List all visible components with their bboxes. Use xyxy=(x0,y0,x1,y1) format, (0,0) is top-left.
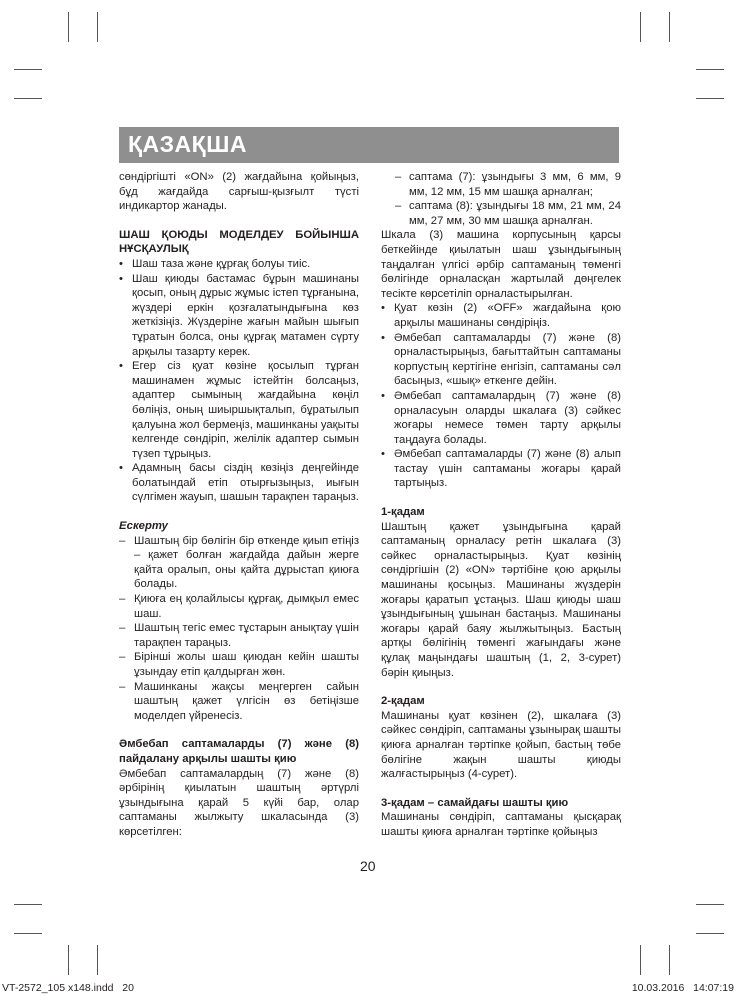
list-item: • Әмбебап саптамаларды (7) және (8) орналастырыңыз, бағыттайтын саптаманы корпустың кертігіне енгізіп, саптаманы сәл басыңыз, «шық» еткенге дейін. xyxy=(381,331,621,388)
crop-mark xyxy=(696,933,724,934)
crop-mark xyxy=(14,98,42,99)
left-column xyxy=(119,170,359,840)
step-heading: 3-қадам – самайдағы шашты қию xyxy=(381,796,569,809)
note-item: – Шаштың тегіс емес тұстарын анықтау үшін тарақпен тараңыз. xyxy=(119,622,359,649)
crop-mark xyxy=(640,945,641,975)
paragraph: Машинаны сөндіріп, саптаманы қысқарақ шашты қиюға арналған тәртіпке қойыңыз xyxy=(381,811,621,838)
paragraph: Шкала (3) машина корпусының қарсы беткейінде қиылатын шаш ұзындығының таңдалған үлгісі әрбір саптаманың төменгі бөлігінде орналасқан жартылай дөңгелек тесікте көрсетіліп орналастырылған. xyxy=(381,229,621,300)
crop-mark xyxy=(14,904,42,905)
footer-file-info: VT-2572_105 x148.indd 20 xyxy=(2,982,134,994)
language-title: ҚАЗАҚША xyxy=(128,131,247,157)
list-item: • Адамның басы сіздің көзіңіз деңгейінде болатындай етіп отырғызыңыз, иығын сүлгімен жауып, шашын тарақпен тараңыз. xyxy=(119,462,359,504)
list-item: • Шаш қиюды бастамас бұрын машинаны қосып, оның дұрыс жұмыс істеп тұрғанына, жүздері еркін қозғалатындығына көз жеткізіңіз. Жүздеріне жағын майын шығып тұратын болса, оны құрғақ матамен сүрту арқылы тазарту керек. xyxy=(119,272,359,358)
right-column xyxy=(381,170,621,840)
note-item: – Қиюға ең қолайлысы құрғақ, дымқыл емес шаш. xyxy=(119,593,359,620)
list-item: • Шаш таза және құрғақ болуы тиіс. xyxy=(119,257,311,270)
crop-mark xyxy=(696,69,724,70)
crop-mark xyxy=(97,12,98,42)
note-item: – Шаштың бір бөлігін бір өткенде қиып етіңіз – қажет болған жағдайда дайын жерге қайта оралып, оны қайта дұрыстап қиюға болады. xyxy=(119,534,359,591)
intro-paragraph: сөндіргішті «ON» (2) жағдайына қойыңыз, бұд жағдайда сарғыш-қызғылт түсті индикартор жанады. xyxy=(119,171,359,213)
crop-mark xyxy=(68,12,69,42)
crop-mark xyxy=(669,945,670,975)
list-item: • Әмбебап саптамаларды (7) және (8) алып тастау үшін саптаманы жоғары қарай тартыңыз. xyxy=(381,448,621,490)
crop-mark xyxy=(14,69,42,70)
section-heading: ШАШ ҚОЮДЫ МОДЕЛДЕУ БОЙЫНША НҰСҚАУЛЫҚ xyxy=(119,228,359,256)
crop-mark xyxy=(696,904,724,905)
language-header xyxy=(119,127,619,163)
paragraph: Шаштың қажет ұзындығына қарай саптаманың орналасу ретін шкалаға (3) сәйкес орналастырыңыз. Қуат көзінің сөндіргішін (2) «ON» тәртібіне қою арқылы машинаны қосыңыз. Машинаны жүздерін жоғары қаратып ұстаңыз. Шаш қиюды шаш ұзындығының ұшынан бастаңыз. Машинаны жоғары қарай баяу жылжытыңыз. Бастың артқы бөлігінің төменгі жағындағы және құлақ маңындағы шаштың (1, 2, 3-сурет) бәрін қиыңыз. xyxy=(381,520,621,679)
note-item: – Машинканы жақсы меңгерген сайын шаштың қажет үлгісін өз бетіңізше моделдеп үйренесіз. xyxy=(119,680,359,722)
crop-mark xyxy=(669,12,670,42)
list-item: • Әмбебап саптамалардың (7) және (8) орналасуын оларды шкалаға (3) сәйкес жоғары немесе төмен тарту арқылы таңдауға болады. xyxy=(381,389,621,446)
step-heading: 2-қадам xyxy=(381,695,425,708)
step-heading: 1-қадам xyxy=(381,506,425,519)
list-item: • Егер сіз қуат көзіне қосылып тұрған машинамен жұмыс істейтін болсаңыз, адаптер сымының жағдайына көңіл бөліңіз, оның шиыршықталып, бұратылып қалуына жол бермеңіз, машинканы уақыты келгенде сөндіріп, желілік адаптер сымын түзеп тұрыңыз. xyxy=(119,360,359,460)
crop-mark xyxy=(14,933,42,934)
section-heading: Әмбебап саптамаларды (7) және (8) пайдалану арқылы шашты қию xyxy=(119,738,359,765)
crop-mark xyxy=(696,98,724,99)
page-number: 20 xyxy=(360,858,376,874)
paragraph: Машинаны қуат көзінен (2), шкалаға (3) сәйкес сөндіріп, саптаманы ұзынырақ шашты қиюға арналған тәртіпке қойып, бастың төбе бөлігіне жақын шашты қиюды жалғастырыңыз (4-сурет). xyxy=(381,709,621,781)
paragraph: Әмбебап саптамалардың (7) және (8) әрбірінің қиылатын шаштың әртүрлі ұзындығына қарай 5 күйі бар, олар саптаманы жылжыту шкаласында (3) көрсетілген: xyxy=(119,767,359,838)
crop-mark xyxy=(68,945,69,975)
dash-item: – саптама (7): ұзындығы 3 мм, 6 мм, 9 мм, 12 мм, 15 мм шашқа арналған; xyxy=(395,171,621,198)
crop-mark xyxy=(640,12,641,42)
note-item: – Бірінші жолы шаш қиюдан кейін шашты ұзындау етіп қалдырған жөн. xyxy=(119,651,359,678)
footer-timestamp: 10.03.2016 14:07:19 xyxy=(631,982,734,994)
dash-item: – саптама (8): ұзындығы 18 мм, 21 мм, 24 мм, 27 мм, 30 мм шашқа арналған. xyxy=(395,200,621,227)
crop-mark xyxy=(97,945,98,975)
note-heading: Ескерту xyxy=(119,520,168,533)
list-item: • Қуат көзін (2) «OFF» жағдайына қою арқылы машинаны сөндіріңіз. xyxy=(381,302,621,329)
